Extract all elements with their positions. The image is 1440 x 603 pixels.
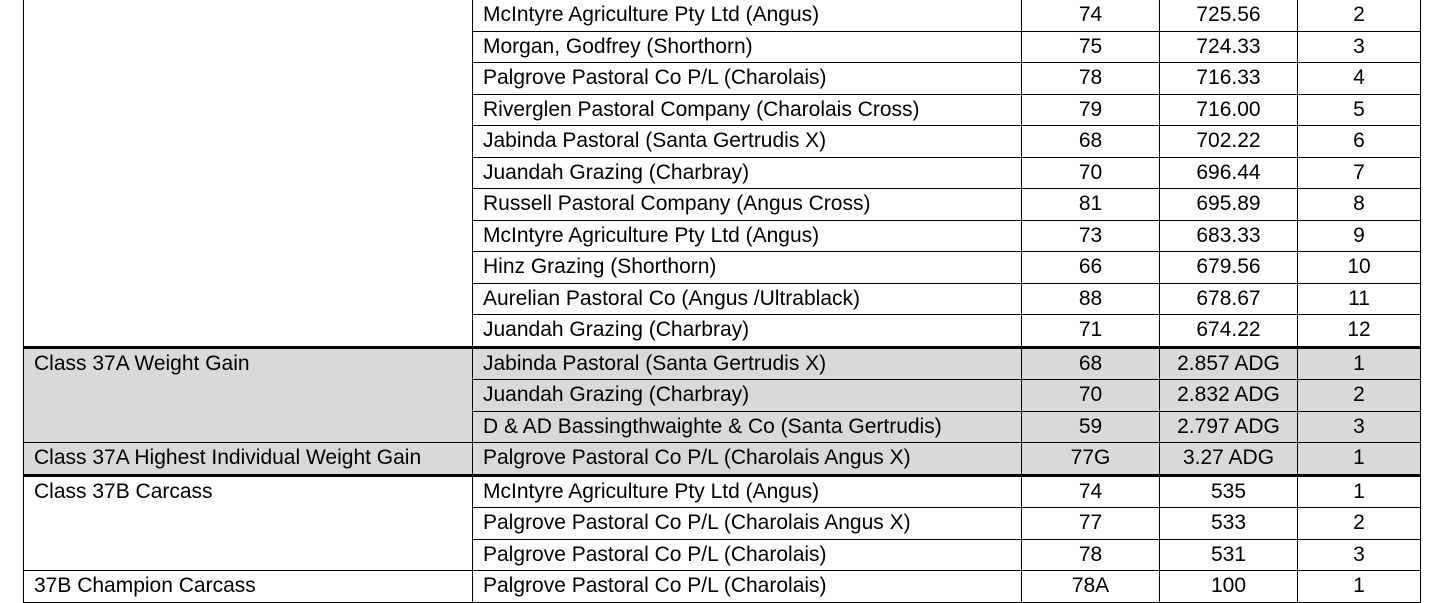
exhibitor-cell: McIntyre Agriculture Pty Ltd (Angus) bbox=[473, 0, 1022, 31]
placing-cell: 3 bbox=[1298, 411, 1421, 443]
entry-number-cell: 78 bbox=[1022, 63, 1160, 95]
entry-number-cell: 66 bbox=[1022, 252, 1160, 284]
exhibitor-cell: Palgrove Pastoral Co P/L (Charolais) bbox=[473, 539, 1022, 571]
exhibitor-cell: McIntyre Agriculture Pty Ltd (Angus) bbox=[473, 220, 1022, 252]
result-cell: 679.56 bbox=[1160, 252, 1298, 284]
class-name-cell: 37B Champion Carcass bbox=[24, 571, 473, 603]
result-cell: 683.33 bbox=[1160, 220, 1298, 252]
placing-cell: 1 bbox=[1298, 571, 1421, 603]
placing-cell: 8 bbox=[1298, 189, 1421, 221]
placing-cell: 10 bbox=[1298, 252, 1421, 284]
result-cell: 724.33 bbox=[1160, 31, 1298, 63]
result-cell: 695.89 bbox=[1160, 189, 1298, 221]
exhibitor-cell: Juandah Grazing (Charbray) bbox=[473, 157, 1022, 189]
result-cell: 716.33 bbox=[1160, 63, 1298, 95]
placing-cell: 1 bbox=[1298, 475, 1421, 508]
result-cell: 696.44 bbox=[1160, 157, 1298, 189]
entry-number-cell: 75 bbox=[1022, 31, 1160, 63]
entry-number-cell: 81 bbox=[1022, 189, 1160, 221]
entry-number-cell: 70 bbox=[1022, 157, 1160, 189]
table-row bbox=[24, 475, 1421, 508]
entry-number-cell: 77G bbox=[1022, 443, 1160, 476]
placing-cell: 2 bbox=[1298, 380, 1421, 412]
entry-number-cell: 68 bbox=[1022, 126, 1160, 158]
result-cell: 725.56 bbox=[1160, 0, 1298, 31]
results-body bbox=[24, 0, 1421, 602]
result-cell: 716.00 bbox=[1160, 94, 1298, 126]
result-cell: 3.27 ADG bbox=[1160, 443, 1298, 476]
exhibitor-cell: Palgrove Pastoral Co P/L (Charolais) bbox=[473, 63, 1022, 95]
exhibitor-cell: Palgrove Pastoral Co P/L (Charolais Angus X) bbox=[473, 443, 1022, 476]
placing-cell: 12 bbox=[1298, 315, 1421, 348]
table-row bbox=[24, 0, 1421, 31]
placing-cell: 3 bbox=[1298, 31, 1421, 63]
table-row bbox=[24, 347, 1421, 380]
result-cell: 702.22 bbox=[1160, 126, 1298, 158]
result-cell: 2.797 ADG bbox=[1160, 411, 1298, 443]
exhibitor-cell: Hinz Grazing (Shorthorn) bbox=[473, 252, 1022, 284]
exhibitor-cell: Palgrove Pastoral Co P/L (Charolais) bbox=[473, 571, 1022, 603]
table-row bbox=[24, 443, 1421, 476]
exhibitor-cell: Juandah Grazing (Charbray) bbox=[473, 380, 1022, 412]
placing-cell: 2 bbox=[1298, 508, 1421, 540]
placing-cell: 11 bbox=[1298, 283, 1421, 315]
placing-cell: 5 bbox=[1298, 94, 1421, 126]
exhibitor-cell: McIntyre Agriculture Pty Ltd (Angus) bbox=[473, 475, 1022, 508]
result-cell: 531 bbox=[1160, 539, 1298, 571]
exhibitor-cell: Jabinda Pastoral (Santa Gertrudis X) bbox=[473, 126, 1022, 158]
result-cell: 2.857 ADG bbox=[1160, 347, 1298, 380]
entry-number-cell: 78 bbox=[1022, 539, 1160, 571]
entry-number-cell: 70 bbox=[1022, 380, 1160, 412]
result-cell: 535 bbox=[1160, 475, 1298, 508]
results-table bbox=[23, 0, 1421, 603]
placing-cell: 1 bbox=[1298, 347, 1421, 380]
class-name-cell: Class 37B Carcass bbox=[24, 475, 473, 571]
exhibitor-cell: Aurelian Pastoral Co (Angus /Ultrablack) bbox=[473, 283, 1022, 315]
table-row bbox=[24, 571, 1421, 603]
placing-cell: 1 bbox=[1298, 443, 1421, 476]
result-cell: 678.67 bbox=[1160, 283, 1298, 315]
class-name-cell: Class 37A Weight Gain bbox=[24, 347, 473, 443]
result-cell: 100 bbox=[1160, 571, 1298, 603]
placing-cell: 7 bbox=[1298, 157, 1421, 189]
exhibitor-cell: D & AD Bassingthwaighte & Co (Santa Gertrudis) bbox=[473, 411, 1022, 443]
result-cell: 2.832 ADG bbox=[1160, 380, 1298, 412]
placing-cell: 6 bbox=[1298, 126, 1421, 158]
placing-cell: 4 bbox=[1298, 63, 1421, 95]
placing-cell: 2 bbox=[1298, 0, 1421, 31]
entry-number-cell: 88 bbox=[1022, 283, 1160, 315]
exhibitor-cell: Palgrove Pastoral Co P/L (Charolais Angus X) bbox=[473, 508, 1022, 540]
class-name-cell bbox=[24, 0, 473, 347]
result-cell: 674.22 bbox=[1160, 315, 1298, 348]
entry-number-cell: 79 bbox=[1022, 94, 1160, 126]
exhibitor-cell: Morgan, Godfrey (Shorthorn) bbox=[473, 31, 1022, 63]
exhibitor-cell: Jabinda Pastoral (Santa Gertrudis X) bbox=[473, 347, 1022, 380]
entry-number-cell: 78A bbox=[1022, 571, 1160, 603]
placing-cell: 3 bbox=[1298, 539, 1421, 571]
entry-number-cell: 74 bbox=[1022, 0, 1160, 31]
entry-number-cell: 77 bbox=[1022, 508, 1160, 540]
placing-cell: 9 bbox=[1298, 220, 1421, 252]
exhibitor-cell: Riverglen Pastoral Company (Charolais Cross) bbox=[473, 94, 1022, 126]
exhibitor-cell: Juandah Grazing (Charbray) bbox=[473, 315, 1022, 348]
class-name-cell: Class 37A Highest Individual Weight Gain bbox=[24, 443, 473, 476]
result-cell: 533 bbox=[1160, 508, 1298, 540]
entry-number-cell: 74 bbox=[1022, 475, 1160, 508]
entry-number-cell: 73 bbox=[1022, 220, 1160, 252]
entry-number-cell: 59 bbox=[1022, 411, 1160, 443]
entry-number-cell: 71 bbox=[1022, 315, 1160, 348]
entry-number-cell: 68 bbox=[1022, 347, 1160, 380]
exhibitor-cell: Russell Pastoral Company (Angus Cross) bbox=[473, 189, 1022, 221]
